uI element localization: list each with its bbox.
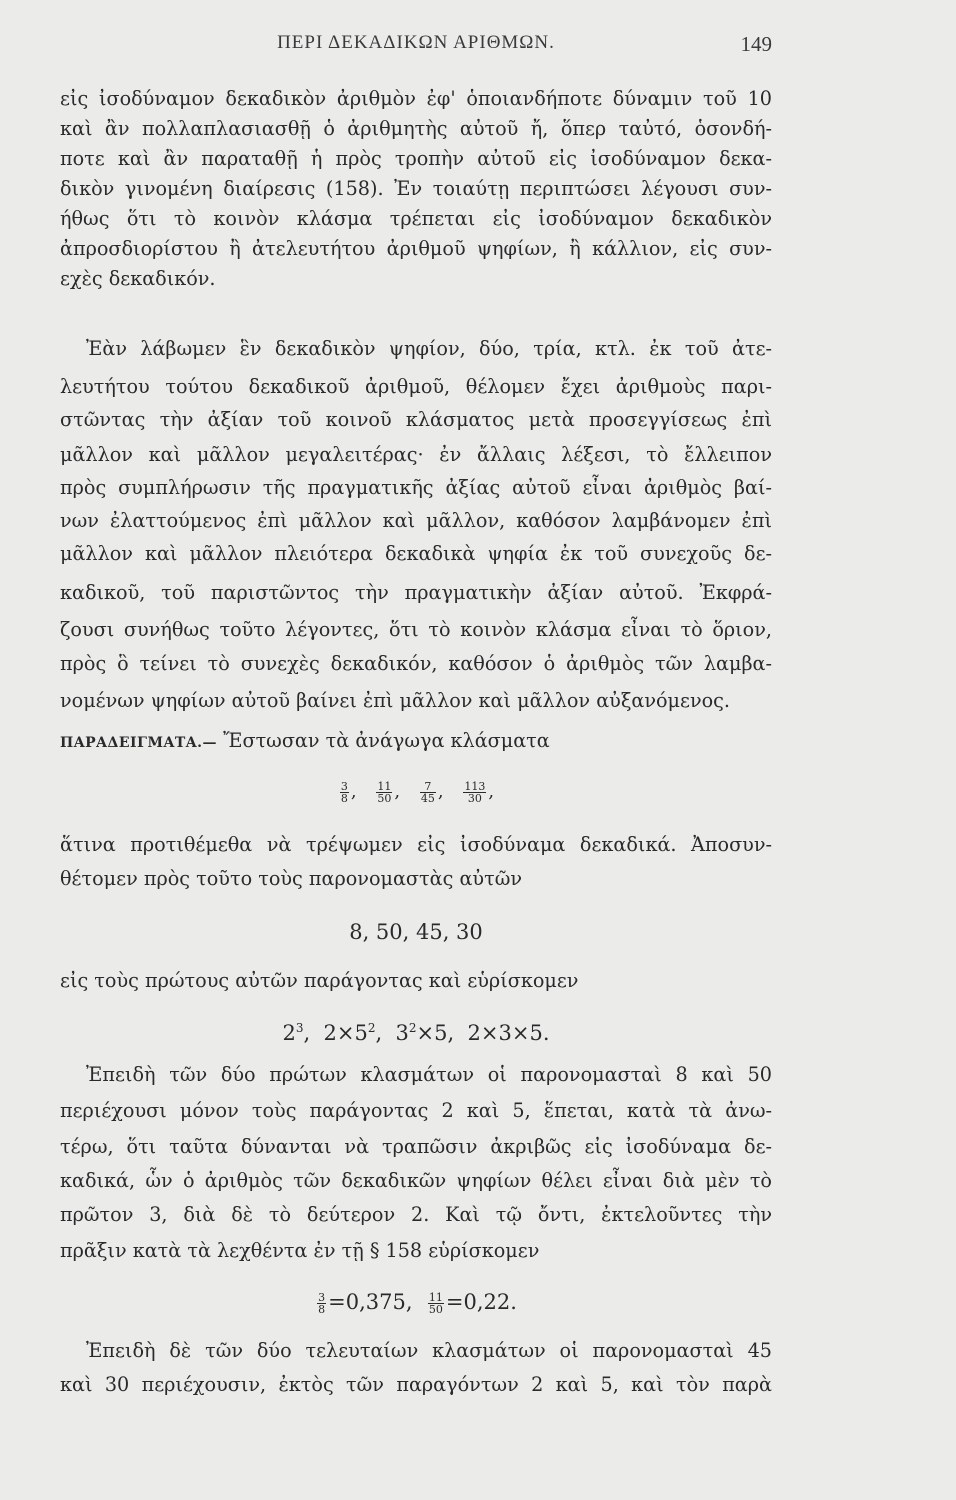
text-line: πρὸς συμπλήρωσιν τῆς πραγματικῆς ἀξίας αὐτοῦ εἶναι ἀριθμὸς βαί- bbox=[60, 476, 772, 499]
fraction: $\frac{7}{45}$ bbox=[420, 779, 435, 805]
fractions-row: $\frac{3}{8}$ , $\frac{11}{50}$ , $\frac{7}{45}$ , $\frac{113}{30}$ , bbox=[340, 779, 495, 805]
page-number: 149 bbox=[740, 32, 772, 56]
examples-text: Ἔστωσαν τὰ ἀνάγωγα κλάσματα bbox=[223, 729, 550, 752]
text-line: Ἐπειδὴ δὲ τῶν δύο τελευταίων κλασμάτων οἱ παρονομασταὶ 45 bbox=[86, 1339, 772, 1362]
text-line: εἰς τοὺς πρώτους αὐτῶν παράγοντας καὶ εὑρίσκομεν bbox=[60, 969, 579, 992]
text-line: ήθως ὅτι τὸ κοινὸν κλάσμα τρέπεται εἰς ἰσοδύναμον δεκαδικὸν bbox=[60, 207, 772, 230]
text-line: πρᾶξιν κατὰ τὰ λεχθέντα ἐν τῇ § 158 εὑρίσκομεν bbox=[60, 1239, 540, 1262]
text-line: στῶντας τὴν ἀξίαν τοῦ κοινοῦ κλάσματος μετὰ προσεγγίσεως ἐπὶ bbox=[60, 408, 772, 431]
text-line: περιέχουσι μόνον τοὺς παράγοντας 2 καὶ 5, ἕπεται, κατὰ τὰ ἀνω- bbox=[60, 1099, 772, 1122]
fraction: $\frac{3}{8}$ bbox=[340, 779, 348, 805]
results-row: $\frac{3}{8}$ =0,375, $\frac{11}{50}$ =0,22. bbox=[318, 1290, 517, 1316]
text-line: καὶ ἂν πολλαπλασιασθῇ ὁ ἀριθμητὴς αὐτοῦ ἤ, ὅπερ ταὐτό, ὁσονδή- bbox=[60, 117, 772, 140]
text-line: ποτε καὶ ἂν παραταθῇ ἡ πρὸς τροπὴν αὐτοῦ εἰς ἰσοδύναμον δεκα- bbox=[60, 147, 772, 170]
text-line: καδικοῦ, τοῦ παριστῶντος τὴν πραγματικὴν ἀξίαν αὐτοῦ. Ἐκφρά- bbox=[60, 581, 772, 604]
fraction: $\frac{11}{50}$ bbox=[377, 779, 392, 805]
text-line: τέρω, ὅτι ταῦτα δύνανται νὰ τραπῶσιν ἀκριβῶς εἰς ἰσοδύναμα δε- bbox=[60, 1135, 772, 1158]
text-line: δικὸν γινομένη διαίρεσις (158). Ἐν τοιαύτῃ περιπτώσει λέγουσι συν- bbox=[60, 177, 772, 200]
text-line: εἰς ἰσοδύναμον δεκαδικὸν ἀριθμὸν ἐφ' ὁποιανδήποτε δύναμιν τοῦ 10 bbox=[60, 87, 772, 110]
text-line: πρὸς ὃ τείνει τὸ συνεχὲς δεκαδικόν, καθόσον ὁ ἀριθμὸς τῶν λαμβα- bbox=[60, 652, 772, 675]
text-line: ἅτινα προτιθέμεθα νὰ τρέψωμεν εἰς ἰσοδύναμα δεκαδικά. Ἀποσυν- bbox=[60, 833, 772, 856]
text-line: μᾶλλον καὶ μᾶλλον πλειότερα δεκαδικὰ ψηφία ἐκ τοῦ συνεχοῦς δε- bbox=[60, 542, 772, 565]
fraction: $\frac{113}{30}$ bbox=[464, 779, 486, 805]
text-line: καὶ 30 περιέχουσιν, ἐκτὸς τῶν παραγόντων 2 καὶ 5, καὶ τὸν παρὰ bbox=[60, 1373, 772, 1396]
factorizations-row: $2^3$, $2\times 5^2$, $3^2\times 5$, 2×3×5. bbox=[282, 1021, 550, 1045]
text-line: νων ἐλαττούμενος ἐπὶ μᾶλλον καὶ μᾶλλον, καθόσον λαμβάνομεν ἐπὶ bbox=[60, 509, 772, 532]
text-line: καδικά, ὧν ὁ ἀριθμὸς τῶν δεκαδικῶν ψηφίων θέλει εἶναι διὰ μὲν τὸ bbox=[60, 1169, 772, 1192]
text-line: Ἐὰν λάβωμεν ἓν δεκαδικὸν ψηφίον, δύο, τρία, κτλ. ἐκ τοῦ ἀτε- bbox=[86, 337, 772, 360]
examples-heading bbox=[60, 726, 772, 758]
fraction: $\frac{11}{50}$ bbox=[428, 1291, 443, 1316]
text-line: Ἐπειδὴ τῶν δύο πρώτων κλασμάτων οἱ παρονομασταὶ 8 καὶ 50 bbox=[86, 1063, 772, 1086]
text-line: νομένων ψηφίων αὐτοῦ βαίνει ἐπὶ μᾶλλον καὶ μᾶλλον αὐξανόμενος. bbox=[60, 689, 731, 712]
denominators-row: 8, 50, 45, 30 bbox=[349, 920, 483, 944]
text-line: ἀπροσδιορίστου ἢ ἀτελευτήτου ἀριθμοῦ ψηφίων, ἢ κάλλιον, εἰς συν- bbox=[60, 237, 772, 260]
running-title: ΠΕΡΙ ΔΕΚΑΔΙΚΩΝ ΑΡΙΘΜΩΝ. bbox=[277, 32, 555, 53]
text-line: εχὲς δεκαδικόν. bbox=[60, 267, 216, 290]
fraction: $\frac{3}{8}$ bbox=[318, 1291, 326, 1316]
page-header bbox=[60, 32, 772, 62]
text-line: ζουσι συνήθως τοῦτο λέγοντες, ὅτι τὸ κοινὸν κλάσμα εἶναι τὸ ὅριον, bbox=[60, 618, 772, 641]
text-line: λευτήτου τούτου δεκαδικοῦ ἀριθμοῦ, θέλομεν ἔχει ἀριθμοὺς παρι- bbox=[60, 375, 772, 398]
text-line: μᾶλλον καὶ μᾶλλον μεγαλειτέρας· ἐν ἄλλαις λέξεσι, τὸ ἔλλειπον bbox=[60, 443, 772, 466]
examples-label: ΠΑΡΑΔΕΙΓΜΑΤΑ.— bbox=[60, 735, 218, 751]
text-line: θέτομεν πρὸς τοῦτο τοὺς παρονομαστὰς αὐτῶν bbox=[60, 867, 522, 890]
text-line: πρῶτον 3, διὰ δὲ τὸ δεύτερον 2. Καὶ τῷ ὄντι, ἐκτελοῦντες τὴν bbox=[60, 1203, 772, 1226]
